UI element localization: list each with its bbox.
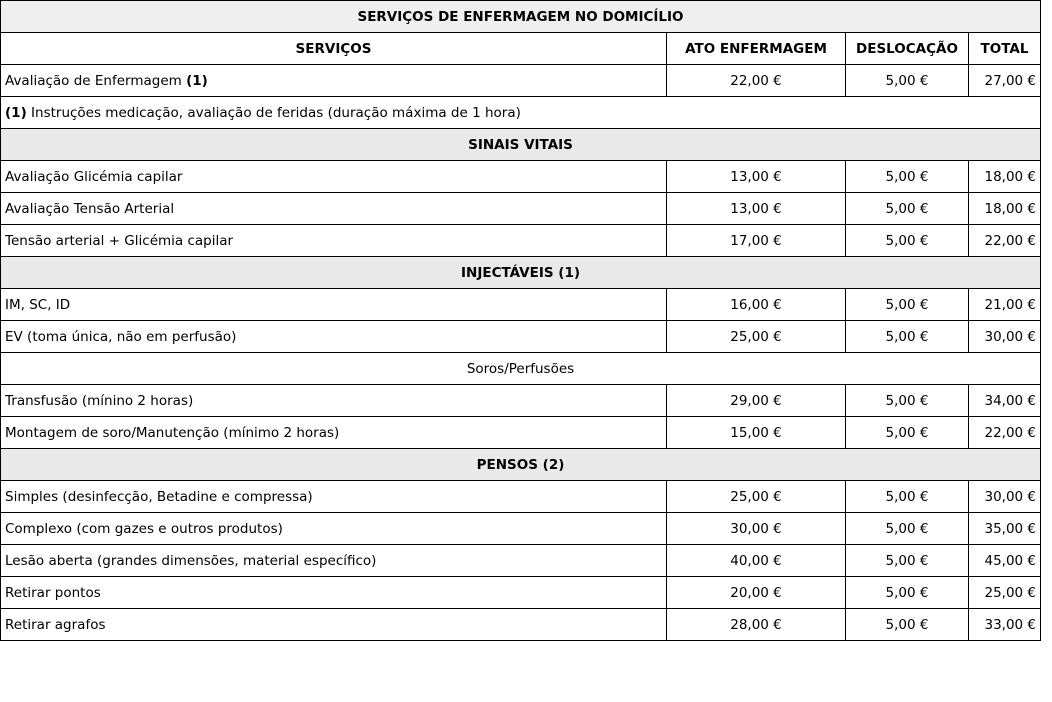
- travel-price: 5,00 €: [846, 577, 969, 609]
- act-price: 13,00 €: [667, 161, 846, 193]
- total-price: 22,00 €: [969, 417, 1041, 449]
- service-name: Tensão arterial + Glicémia capilar: [1, 225, 667, 257]
- section-title-vitals: SINAIS VITAIS: [1, 129, 1041, 161]
- table-row: [1, 385, 1041, 417]
- travel-price: 5,00 €: [846, 65, 969, 97]
- service-name-text: Avaliação de Enfermagem: [5, 72, 182, 89]
- service-name: Retirar pontos: [1, 577, 667, 609]
- act-price: 22,00 €: [667, 65, 846, 97]
- act-price: 15,00 €: [667, 417, 846, 449]
- service-name: Transfusão (mínino 2 horas): [1, 385, 667, 417]
- footnote-text: Instruções medicação, avaliação de feridas (duração máxima de 1 hora): [26, 104, 521, 121]
- travel-price: 5,00 €: [846, 225, 969, 257]
- total-price: 30,00 €: [969, 481, 1041, 513]
- total-price: 30,00 €: [969, 321, 1041, 353]
- travel-price: 5,00 €: [846, 321, 969, 353]
- table-row: [1, 609, 1041, 641]
- act-price: 13,00 €: [667, 193, 846, 225]
- service-name: Retirar agrafos: [1, 609, 667, 641]
- total-price: 25,00 €: [969, 577, 1041, 609]
- travel-price: 5,00 €: [846, 481, 969, 513]
- act-price: 25,00 €: [667, 481, 846, 513]
- table-row: [1, 545, 1041, 577]
- table-row: [1, 193, 1041, 225]
- service-name: Complexo (com gazes e outros produtos): [1, 513, 667, 545]
- service-name: Lesão aberta (grandes dimensões, material específico): [1, 545, 667, 577]
- travel-price: 5,00 €: [846, 417, 969, 449]
- header-total: TOTAL: [969, 33, 1041, 65]
- section-row: [1, 129, 1041, 161]
- section-title-dressings: PENSOS (2): [1, 449, 1041, 481]
- service-name: IM, SC, ID: [1, 289, 667, 321]
- total-price: 27,00 €: [969, 65, 1041, 97]
- act-price: 17,00 €: [667, 225, 846, 257]
- header-travel: DESLOCAÇÃO: [846, 33, 969, 65]
- service-name: Avaliação Glicémia capilar: [1, 161, 667, 193]
- act-price: 28,00 €: [667, 609, 846, 641]
- travel-price: 5,00 €: [846, 513, 969, 545]
- footnote-ref: (1): [5, 104, 27, 121]
- table-row: [1, 577, 1041, 609]
- service-name: Avaliação Tensão Arterial: [1, 193, 667, 225]
- act-price: 25,00 €: [667, 321, 846, 353]
- travel-price: 5,00 €: [846, 161, 969, 193]
- footnote: [1, 97, 1041, 129]
- total-price: 22,00 €: [969, 225, 1041, 257]
- table-row: [1, 225, 1041, 257]
- act-price: 20,00 €: [667, 577, 846, 609]
- table-row: [1, 417, 1041, 449]
- service-name: Montagem de soro/Manutenção (mínimo 2 horas): [1, 417, 667, 449]
- act-price: 30,00 €: [667, 513, 846, 545]
- title-row: [1, 1, 1041, 33]
- header-row: [1, 33, 1041, 65]
- travel-price: 5,00 €: [846, 385, 969, 417]
- table-row: [1, 513, 1041, 545]
- total-price: 18,00 €: [969, 193, 1041, 225]
- note-row: [1, 97, 1041, 129]
- travel-price: 5,00 €: [846, 289, 969, 321]
- section-row: [1, 353, 1041, 385]
- total-price: 33,00 €: [969, 609, 1041, 641]
- act-price: 16,00 €: [667, 289, 846, 321]
- section-row: [1, 257, 1041, 289]
- total-price: 21,00 €: [969, 289, 1041, 321]
- section-title-injectables: INJECTÁVEIS (1): [1, 257, 1041, 289]
- travel-price: 5,00 €: [846, 193, 969, 225]
- section-row: [1, 449, 1041, 481]
- table-row: [1, 289, 1041, 321]
- service-name: Simples (desinfecção, Betadine e compressa): [1, 481, 667, 513]
- table-row: [1, 321, 1041, 353]
- table-row: [1, 65, 1041, 97]
- service-name: [1, 65, 667, 97]
- section-title-serums: Soros/Perfusões: [1, 353, 1041, 385]
- total-price: 34,00 €: [969, 385, 1041, 417]
- table-row: [1, 161, 1041, 193]
- act-price: 40,00 €: [667, 545, 846, 577]
- table-title: SERVIÇOS DE ENFERMAGEM NO DOMICÍLIO: [1, 1, 1041, 33]
- total-price: 18,00 €: [969, 161, 1041, 193]
- total-price: 45,00 €: [969, 545, 1041, 577]
- travel-price: 5,00 €: [846, 609, 969, 641]
- table-row: [1, 481, 1041, 513]
- act-price: 29,00 €: [667, 385, 846, 417]
- header-act: ATO ENFERMAGEM: [667, 33, 846, 65]
- header-service: SERVIÇOS: [1, 33, 667, 65]
- footnote-ref: (1): [186, 72, 208, 89]
- total-price: 35,00 €: [969, 513, 1041, 545]
- service-name: EV (toma única, não em perfusão): [1, 321, 667, 353]
- travel-price: 5,00 €: [846, 545, 969, 577]
